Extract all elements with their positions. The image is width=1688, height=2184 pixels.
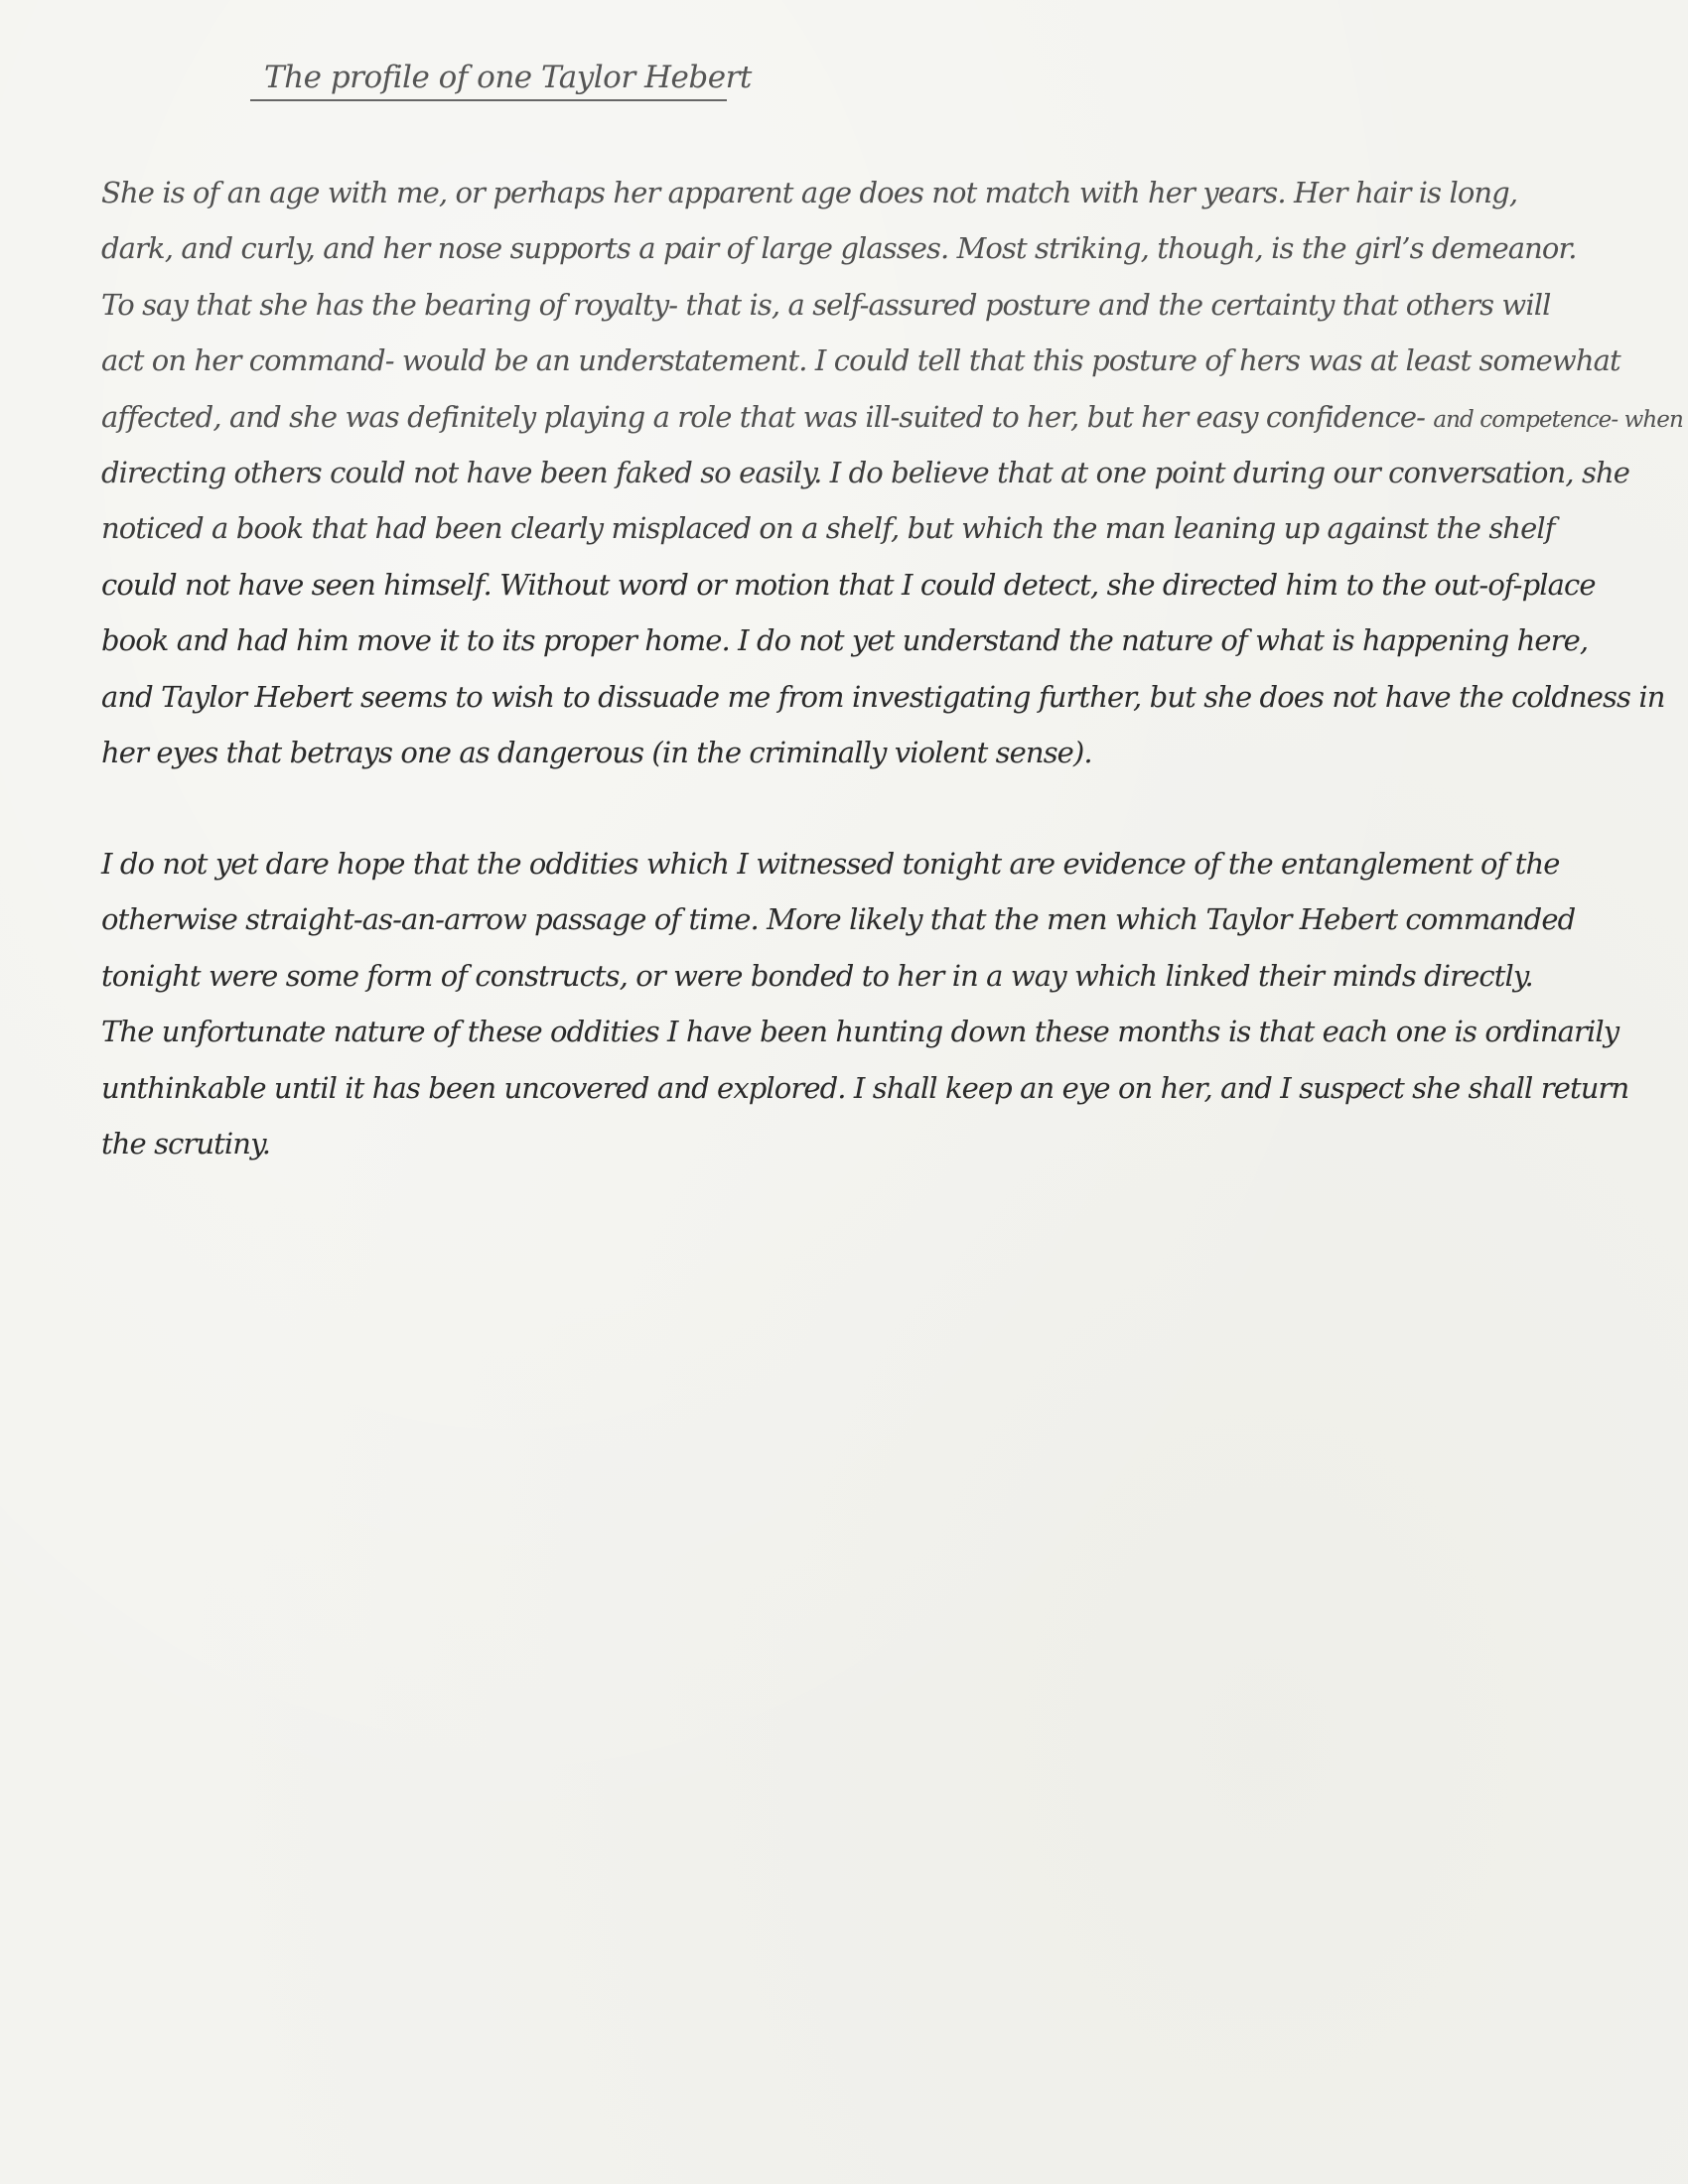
text-line: She is of an age with me, or perhaps her apparent age does not match with her years. Her hair is long, (101, 176, 1518, 209)
text-line: act on her command- would be an understatement. I could tell that this posture of hers was at least somewhat (101, 343, 1620, 378)
paragraph-1 (101, 165, 1683, 780)
text-line: otherwise straight-as-an-arrow passage of time. More likely that the men which Taylor Hebert commanded (101, 902, 1576, 937)
text-line: could not have seen himself. Without word or motion that I could detect, she directed him to the out-of-place (101, 567, 1596, 602)
small-inline-text: and competence- when (1433, 406, 1683, 433)
text-line: directing others could not have been faked so easily. I do believe that at one point during our conversation, she (101, 455, 1629, 489)
text-line-with-small-insert (101, 389, 1683, 445)
text-line: tonight were some form of constructs, or were bonded to her in a way which linked their minds directly. (101, 958, 1533, 993)
text-line: noticed a book that had been clearly misplaced on a shelf, but which the man leaning up against the shelf (101, 511, 1555, 546)
text-line: book and had him move it to its proper home. I do not yet understand the nature of what is happening here, (101, 623, 1589, 658)
page-title: The profile of one Taylor Hebert (250, 56, 727, 101)
text-line: the scrutiny. (101, 1126, 271, 1160)
text-line: her eyes that betrays one as dangerous (in the criminally violent sense). (101, 735, 1092, 769)
text-line: I do not yet dare hope that the oddities which I witnessed tonight are evidence of the entanglement of the (101, 847, 1560, 881)
text-line: unthinkable until it has been uncovered and explored. I shall keep an eye on her, and I suspect she shall return (101, 1070, 1629, 1105)
paragraph-2 (101, 836, 1650, 1171)
text-line: To say that she has the bearing of royalty- that is, a self-assured posture and the certainty that others will (101, 287, 1551, 322)
text-segment: affected, and she was definitely playing a role that was ill-suited to her, but her easy confidence- (101, 399, 1425, 434)
text-line: and Taylor Hebert seems to wish to dissuade me from investigating further, but she does not have the coldness in (101, 679, 1665, 714)
text-line: dark, and curly, and her nose supports a pair of large glasses. Most striking, though, is the girl’s demeanor. (101, 231, 1577, 266)
text-line: The unfortunate nature of these oddities I have been hunting down these months is that each one is ordinarily (101, 1015, 1619, 1049)
